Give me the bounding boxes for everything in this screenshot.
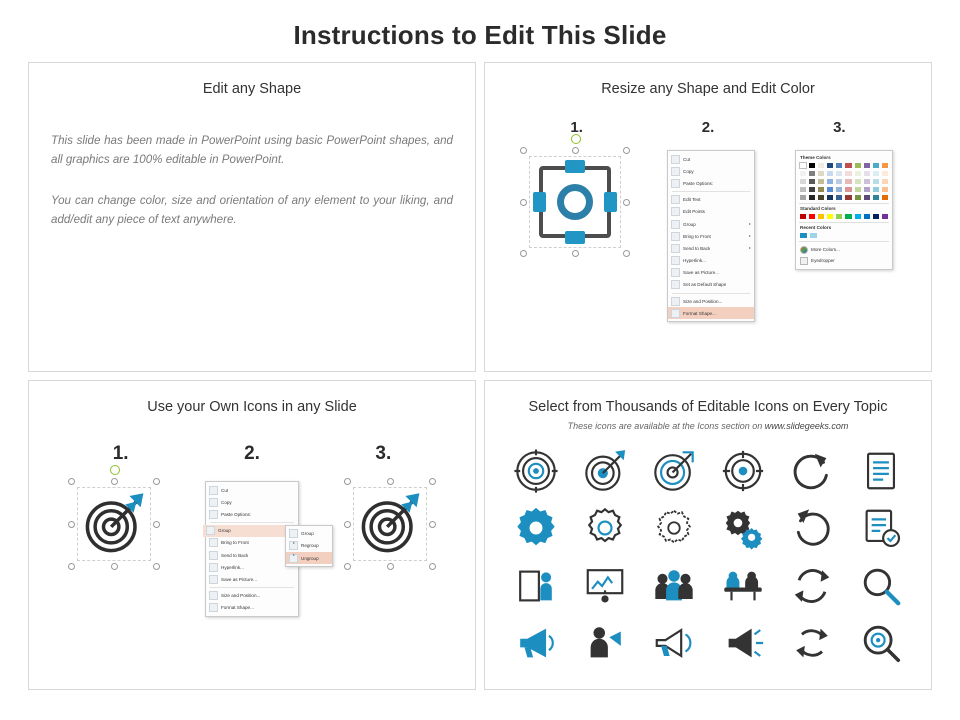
person-podium-icon[interactable] <box>513 563 559 609</box>
context-menu-item[interactable]: Copy <box>668 165 754 177</box>
context-menu-item[interactable]: Copy <box>206 496 298 508</box>
own-icons-illustrations <box>29 481 475 617</box>
swatch[interactable] <box>863 186 871 193</box>
swatch[interactable] <box>826 170 834 177</box>
resize-handle-bottom-center[interactable] <box>572 250 579 257</box>
shape-tab-left <box>533 192 546 212</box>
person-speaking-icon[interactable] <box>582 620 628 666</box>
resize-handle-top-right[interactable] <box>153 478 160 485</box>
panel-title-resize-shape: Resize any Shape and Edit Color <box>601 81 815 97</box>
target-dart-icon <box>79 489 149 559</box>
send-back-icon <box>209 551 218 560</box>
swatch[interactable] <box>826 194 834 201</box>
edit-points-icon <box>671 207 680 216</box>
swatch[interactable] <box>854 162 862 169</box>
swatch[interactable] <box>881 170 889 177</box>
panel-use-own-icons <box>28 380 476 690</box>
resize-handle-bottom-center[interactable] <box>111 563 118 570</box>
document-lines-icon[interactable] <box>858 448 904 494</box>
context-menu-item[interactable]: Save as Picture... <box>668 267 754 279</box>
panel-resize-shape-edit-color <box>484 62 932 372</box>
swatch[interactable] <box>844 186 852 193</box>
resize-handle-bottom-right[interactable] <box>623 250 630 257</box>
context-menu-item[interactable]: Edit Points <box>668 206 754 218</box>
context-menu-item[interactable]: Size and Position... <box>206 590 298 602</box>
standard-colors-label: Standard Colors <box>800 206 836 211</box>
swatch[interactable] <box>844 213 852 220</box>
ungrouped-icon-shape[interactable] <box>347 481 433 567</box>
rotate-handle-icon[interactable] <box>571 134 581 144</box>
resize-handle-middle-right[interactable] <box>623 199 630 206</box>
target-dart-icon[interactable] <box>582 448 628 494</box>
step-number-2: 2. <box>244 443 260 464</box>
swatch[interactable] <box>872 170 880 177</box>
resize-handle-top-center[interactable] <box>111 478 118 485</box>
dart-target-selected <box>71 481 157 567</box>
swatch[interactable] <box>854 213 862 220</box>
swatch[interactable] <box>854 178 862 185</box>
swatch[interactable] <box>881 213 889 220</box>
swatch[interactable] <box>817 178 825 185</box>
context-menu-item[interactable]: Save as Picture... <box>206 573 298 585</box>
size-position-icon <box>671 297 680 306</box>
recycle-arrows-icon[interactable] <box>789 620 835 666</box>
swatch[interactable] <box>835 213 843 220</box>
swatch[interactable] <box>854 194 862 201</box>
menu-divider <box>210 522 294 523</box>
recent-colors-row[interactable] <box>799 232 889 239</box>
eyedropper-option[interactable]: Eyedropper <box>799 255 889 266</box>
resize-handle-top-right[interactable] <box>429 478 436 485</box>
swatch[interactable] <box>808 194 816 201</box>
resize-handle-middle-right[interactable] <box>153 521 160 528</box>
swatch[interactable] <box>808 186 816 193</box>
resize-handle-bottom-left[interactable] <box>68 563 75 570</box>
palette-icon <box>800 246 808 254</box>
chevron-right-icon: ▸ <box>748 245 751 251</box>
swatch[interactable] <box>799 162 807 169</box>
swatch[interactable] <box>799 178 807 185</box>
rotate-handle-icon[interactable] <box>110 465 120 475</box>
swatch[interactable] <box>844 162 852 169</box>
theme-colors-label: Theme Colors <box>800 155 831 160</box>
picker-divider <box>799 222 889 223</box>
swatch[interactable] <box>835 178 843 185</box>
swatch[interactable] <box>809 232 818 239</box>
hyperlink-icon <box>671 256 680 265</box>
context-menu-item[interactable]: Cut <box>206 484 298 496</box>
resize-handle-top-right[interactable] <box>623 147 630 154</box>
step-number-3: 3. <box>375 443 392 464</box>
magnifier-icon[interactable] <box>858 563 904 609</box>
context-menu-item-group[interactable]: Group Group Regroup Ungroup <box>203 525 295 537</box>
copy-icon <box>671 167 680 176</box>
swatch[interactable] <box>872 186 880 193</box>
resize-handle-bottom-left[interactable] <box>520 250 527 257</box>
swatch[interactable] <box>872 178 880 185</box>
icon-context-menu[interactable] <box>205 481 319 617</box>
resize-handle-top-center[interactable] <box>387 478 394 485</box>
resize-handle-top-center[interactable] <box>572 147 579 154</box>
search-target-icon[interactable] <box>858 620 904 666</box>
icon-library-grid <box>501 445 915 669</box>
swatch[interactable] <box>817 162 825 169</box>
picker-divider <box>799 241 889 242</box>
cut-icon <box>209 486 218 495</box>
save-picture-icon <box>671 268 680 277</box>
context-menu-item[interactable]: Bring to Front ▸ <box>206 537 298 549</box>
swatch[interactable] <box>872 213 880 220</box>
swatch[interactable] <box>854 170 862 177</box>
swatch[interactable] <box>826 213 834 220</box>
swatch[interactable] <box>863 194 871 201</box>
default-shape-icon <box>671 280 680 289</box>
target-dart-icon <box>355 489 425 559</box>
panel-title-edit-shape: Edit any Shape <box>202 81 302 97</box>
theme-colors-row[interactable] <box>799 178 889 185</box>
chevron-right-icon: ▸ <box>292 539 295 545</box>
swatch[interactable] <box>844 170 852 177</box>
more-colors-option[interactable]: More Colors... <box>799 244 889 255</box>
swatch[interactable] <box>826 186 834 193</box>
target-circles-icon[interactable] <box>513 448 559 494</box>
dart-target-ungrouped <box>347 481 433 567</box>
page-title: Instructions to Edit This Slide <box>293 20 667 50</box>
standard-colors-row[interactable] <box>799 213 889 220</box>
context-menu-item[interactable]: Hyperlink... <box>668 255 754 267</box>
submenu-item-ungroup[interactable]: Ungroup <box>286 552 332 564</box>
resize-handle-bottom-center[interactable] <box>387 563 394 570</box>
group-icon <box>671 220 680 229</box>
recent-colors-label: Recent Colors <box>800 225 832 230</box>
swatch[interactable] <box>799 213 807 220</box>
panel-edit-any-shape <box>28 62 476 372</box>
menu-divider <box>210 587 294 588</box>
resize-step-illustrations <box>485 150 931 322</box>
megaphone-icon[interactable] <box>513 620 559 666</box>
shape-tab-top <box>565 160 585 173</box>
icons-library-subtitle <box>485 415 931 431</box>
checklist-document-icon[interactable] <box>858 505 904 551</box>
resize-handle-top-left[interactable] <box>68 478 75 485</box>
theme-colors-row[interactable] <box>799 194 889 201</box>
shape-tab-bottom <box>565 231 585 244</box>
chevron-right-icon: ▸ <box>748 220 751 226</box>
team-meeting-icon[interactable] <box>720 563 766 609</box>
selected-icon-shape[interactable] <box>71 481 157 567</box>
swatch[interactable] <box>799 186 807 193</box>
shape-tab-right <box>604 192 617 212</box>
resize-handle-bottom-right[interactable] <box>429 563 436 570</box>
announce-megaphone-icon[interactable] <box>720 620 766 666</box>
icons-subtitle-site: www.slidegeeks.com <box>764 421 849 431</box>
size-position-icon <box>209 591 218 600</box>
context-menu-item[interactable]: Size and Position... <box>668 295 754 307</box>
resize-handle-bottom-left[interactable] <box>344 563 351 570</box>
context-menu-item[interactable]: Edit Text <box>668 194 754 206</box>
menu-divider <box>672 293 750 294</box>
swatch[interactable] <box>808 213 816 220</box>
submenu-item-group[interactable]: Group <box>286 528 332 540</box>
chevron-right-icon: ▸ <box>292 551 295 557</box>
swatch[interactable] <box>863 178 871 185</box>
group-people-icon[interactable] <box>651 563 697 609</box>
swatch[interactable] <box>808 170 816 177</box>
swatch[interactable] <box>817 194 825 201</box>
theme-colors-row[interactable] <box>799 186 889 193</box>
color-picker-illustration <box>795 150 893 270</box>
resize-handle-middle-left[interactable] <box>520 199 527 206</box>
hyperlink-icon <box>209 563 218 572</box>
swatch[interactable] <box>826 178 834 185</box>
sync-arrows-icon[interactable] <box>789 563 835 609</box>
resize-step-numbers <box>485 119 931 136</box>
context-menu-item-format-shape[interactable]: Format Shape... <box>668 307 754 319</box>
swatch[interactable] <box>881 162 889 169</box>
context-menu-item[interactable]: Cut <box>668 153 754 165</box>
swatch[interactable] <box>881 178 889 185</box>
paste-icon <box>671 179 680 188</box>
bring-front-icon <box>671 232 680 241</box>
step-number-1: 1. <box>112 443 129 464</box>
shape-ring <box>557 184 593 220</box>
context-menu-item[interactable]: Hyperlink... <box>206 561 298 573</box>
resize-handle-top-left[interactable] <box>344 478 351 485</box>
context-menu-item[interactable]: Bring to Front ▸ <box>668 230 754 242</box>
step-number-2: 2. <box>701 119 715 136</box>
context-menu-item[interactable]: Group ▸ <box>668 218 754 230</box>
swatch[interactable] <box>881 194 889 201</box>
swatch[interactable] <box>799 170 807 177</box>
context-menu-item[interactable]: Format Shape... <box>206 602 298 614</box>
swatch[interactable] <box>835 170 843 177</box>
submenu-item-regroup[interactable]: Regroup <box>286 540 332 552</box>
save-picture-icon <box>209 575 218 584</box>
swatch[interactable] <box>817 186 825 193</box>
own-icons-step-numbers <box>29 443 475 465</box>
resize-handle-bottom-right[interactable] <box>153 563 160 570</box>
bullhorn-icon[interactable] <box>651 620 697 666</box>
resize-handle-middle-right[interactable] <box>429 521 436 528</box>
crosshair-icon[interactable] <box>720 448 766 494</box>
swatch[interactable] <box>799 194 807 201</box>
resize-handle-top-left[interactable] <box>520 147 527 154</box>
reload-arrow-icon[interactable] <box>789 505 835 551</box>
presentation-person-icon[interactable] <box>582 563 628 609</box>
refresh-clockwise-icon[interactable] <box>789 448 835 494</box>
context-menu-item[interactable]: Paste Options: <box>668 177 754 189</box>
shape-context-menu[interactable] <box>667 150 755 322</box>
context-menu-item[interactable]: Paste Options: <box>206 508 298 520</box>
swatch[interactable] <box>799 232 808 239</box>
context-menu-illustration <box>667 150 755 322</box>
edit-text-icon <box>671 195 680 204</box>
swatch[interactable] <box>881 186 889 193</box>
context-menu-item[interactable]: Send to Back ▸ <box>668 242 754 254</box>
menu-divider <box>672 191 750 192</box>
chevron-right-icon: ▸ <box>748 233 751 239</box>
swatch[interactable] <box>863 213 871 220</box>
swatch[interactable] <box>863 170 871 177</box>
resize-handle-middle-left[interactable] <box>344 521 351 528</box>
gear-dotted-icon[interactable] <box>651 505 697 551</box>
cut-icon <box>671 155 680 164</box>
swatch[interactable] <box>863 162 871 169</box>
theme-colors-row[interactable] <box>799 162 889 169</box>
step-number-1: 1. <box>570 119 583 136</box>
swatch[interactable] <box>817 170 825 177</box>
copy-icon <box>209 498 218 507</box>
icons-subtitle-text: These icons are available at the Icons section on <box>567 421 765 431</box>
target-arrow-icon[interactable] <box>651 448 697 494</box>
swatch[interactable] <box>844 178 852 185</box>
group-icon <box>206 526 215 535</box>
swatch[interactable] <box>872 162 880 169</box>
swatch[interactable] <box>835 162 843 169</box>
swatch[interactable] <box>835 194 843 201</box>
step-number-3: 3. <box>833 119 846 136</box>
resize-handle-middle-left[interactable] <box>68 521 75 528</box>
swatch[interactable] <box>808 178 816 185</box>
swatch[interactable] <box>835 186 843 193</box>
format-shape-icon <box>671 309 680 318</box>
shape-selection-illustration <box>523 150 627 254</box>
format-shape-icon <box>209 603 218 612</box>
swatch[interactable] <box>844 194 852 201</box>
paste-icon <box>209 510 218 519</box>
picker-divider <box>799 203 889 204</box>
group-context-menu-illustration <box>205 481 319 617</box>
send-back-icon <box>671 244 680 253</box>
gears-double-icon[interactable] <box>720 505 766 551</box>
panel-icons-library <box>484 380 932 690</box>
gear-outline-icon[interactable] <box>582 505 628 551</box>
context-menu-item[interactable]: Set as Default Shape <box>668 279 754 291</box>
swatch[interactable] <box>817 213 825 220</box>
bring-front-icon <box>209 538 218 547</box>
panel-title-icons-library: Select from Thousands of Editable Icons on Every Topic <box>528 399 888 415</box>
theme-colors-row[interactable] <box>799 170 889 177</box>
swatch[interactable] <box>826 162 834 169</box>
eyedropper-icon <box>800 257 808 265</box>
swatch[interactable] <box>808 162 816 169</box>
gear-filled-icon[interactable] <box>513 505 559 551</box>
edit-shape-paragraph-1: This slide has been made in PowerPoint using basic PowerPoint shapes, and all graphics are 100% editable in PowerPoint. <box>51 134 453 166</box>
context-menu-item[interactable]: Send to Back ▸ <box>206 549 298 561</box>
edit-shape-paragraph-2: You can change color, size and orientation of any element to your liking, and add/edit any piece of text anywhere. <box>51 194 453 226</box>
panel-title-own-icons: Use your Own Icons in any Slide <box>147 399 357 415</box>
selected-shape[interactable] <box>523 150 627 254</box>
panel-grid <box>28 62 932 694</box>
swatch[interactable] <box>854 186 862 193</box>
swatch[interactable] <box>872 194 880 201</box>
color-picker-panel[interactable] <box>795 150 893 270</box>
